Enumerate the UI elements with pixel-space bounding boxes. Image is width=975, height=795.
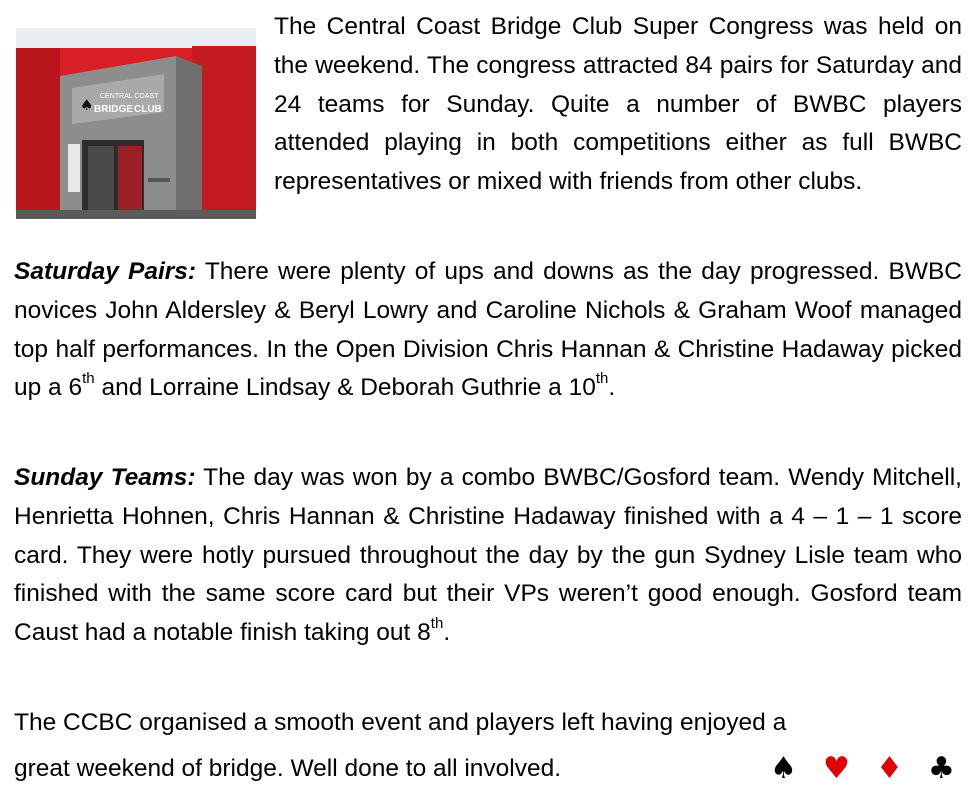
club-building-illustration — [16, 28, 256, 219]
building-detail — [148, 178, 170, 182]
door-panel — [88, 146, 114, 219]
club-icon: ♣ — [928, 751, 955, 786]
spade-icon: ♠ — [770, 751, 797, 786]
sign-line-1: CENTRAL COAST — [100, 93, 159, 100]
sunday-text-b: . — [443, 619, 451, 647]
saturday-sup-a: th — [82, 370, 95, 388]
diamond-icon: ♦ — [876, 751, 903, 786]
saturday-text-c: . — [608, 374, 616, 402]
ground — [16, 210, 256, 219]
sign-line-3: CLUB — [134, 104, 162, 115]
saturday-heading: Saturday Pairs: — [14, 258, 197, 285]
heart-icon: ♥ — [823, 751, 850, 786]
spade-logo: ♠ — [80, 96, 94, 114]
closing-line-1: The CCBC organised a smooth event and players left having enjoyed a — [14, 709, 787, 736]
building-side — [176, 56, 202, 219]
sunday-text-a: The day was won by a combo BWBC/Gosford team. Wendy Mitchell, Henrietta Hohnen, Chris Hannan & Christine Hadaway finished with a 4 – 1 – 1 score card. They were hotly pursued throughout the day by the gun Sydney Lisle team who finished with the same score card but their VPs weren’t good enough. Gosford team Caust had a notable finish taking out 8 — [14, 464, 962, 647]
sunday-heading: Sunday Teams: — [14, 464, 196, 491]
closing-line-2: great weekend of bridge. Well done to all involved. — [14, 755, 562, 782]
notice-board — [68, 144, 80, 192]
red-wall-shadow — [16, 48, 60, 219]
sunday-paragraph — [14, 459, 962, 653]
sunday-sup-a: th — [430, 615, 444, 633]
saturday-text-a: There were plenty of ups and downs as the day progressed. BWBC novices John Aldersley & Beryl Lowry and Caroline Nichols & Graham Woof managed top half performances. In the Open Division Chris Hannan & Christine Hadaway picked up a 6 — [14, 258, 963, 402]
club-building-photo — [16, 28, 256, 219]
intro-paragraph — [274, 8, 962, 202]
inner-red-door — [118, 146, 142, 219]
saturday-text-b: and Lorraine Lindsay & Deborah Guthrie a 10 — [94, 374, 596, 402]
sign-line-2: BRIDGE — [94, 104, 133, 115]
saturday-paragraph — [14, 253, 962, 408]
card-suits — [770, 752, 960, 786]
saturday-sup-b: th — [595, 370, 609, 388]
intro-text: The Central Coast Bridge Club Super Congress was held on the weekend. The congress attracted 84 pairs for Saturday and 24 teams for Sunday. Quite a number of BWBC players attended playing in both competitions either as full BWBC representatives or mixed with friends from other clubs. — [274, 13, 962, 196]
